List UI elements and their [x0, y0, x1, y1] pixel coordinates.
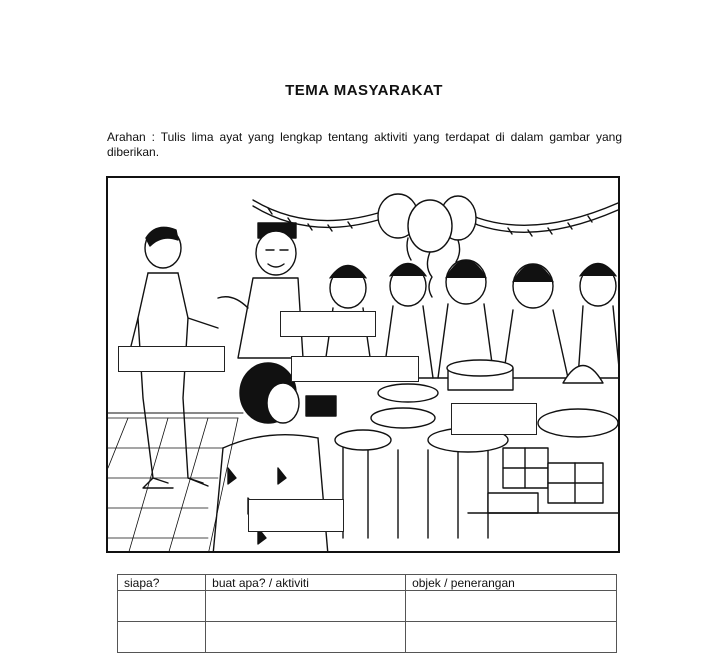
header-objek: objek / penerangan [406, 575, 617, 591]
answer-cell[interactable] [406, 622, 617, 653]
label-box-4[interactable] [451, 403, 537, 435]
floor-tiles [108, 418, 238, 553]
answer-cell[interactable] [206, 591, 406, 622]
worksheet-title: TEMA MASYARAKAT [285, 82, 443, 99]
answer-cell[interactable] [406, 591, 617, 622]
party-illustration [106, 176, 620, 553]
answer-cell[interactable] [118, 622, 206, 653]
answer-cell[interactable] [118, 591, 206, 622]
label-box-1[interactable] [280, 311, 376, 337]
answer-table [117, 574, 617, 653]
man-songkok [218, 223, 303, 358]
header-siapa: siapa? [118, 575, 206, 591]
gift-boxes [468, 448, 620, 513]
table-row [118, 622, 617, 653]
header-aktiviti: buat apa? / aktiviti [206, 575, 406, 591]
label-box-3[interactable] [291, 356, 419, 382]
party-table [335, 360, 620, 538]
answer-table-header [118, 575, 617, 591]
instruction-text: Arahan : Tulis lima ayat yang lengkap tentang aktiviti yang terdapat di dalam gambar yang diberikan. [107, 130, 622, 159]
label-box-2[interactable] [118, 346, 225, 372]
answer-cell[interactable] [206, 622, 406, 653]
label-box-5[interactable] [248, 499, 344, 532]
table-row [118, 591, 617, 622]
